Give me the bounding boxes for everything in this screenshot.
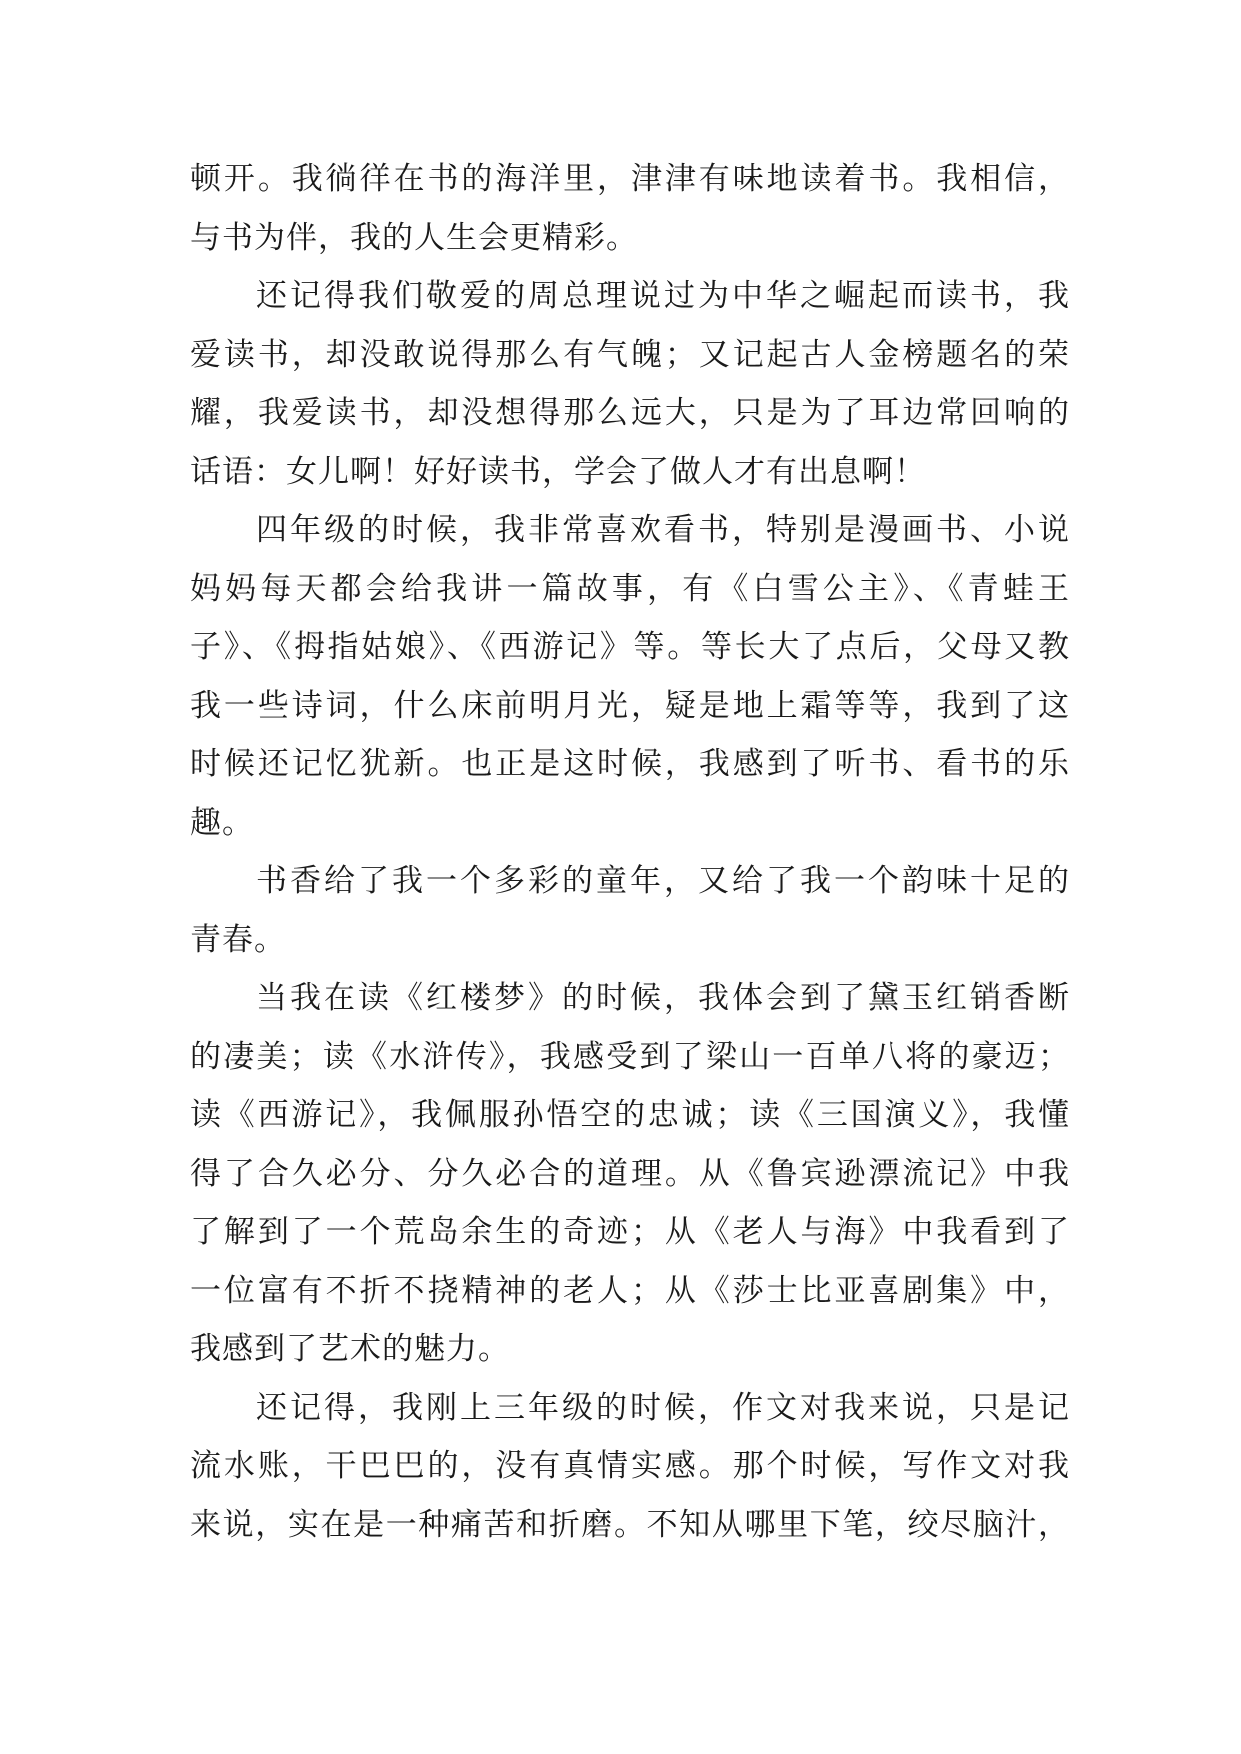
text-line: 耀，我爱读书，却没想得那么远大，只是为了耳边常回响的	[190, 395, 1070, 431]
text-line: 爱读书，却没敢说得那么有气魄；又记起古人金榜题名的荣	[190, 336, 1070, 373]
text-line: 时候还记忆犹新。也正是这时候，我感到了听书、看书的乐	[190, 746, 1070, 782]
text-line: 还记得我们敬爱的周总理说过为中华之崛起而读书，我	[256, 278, 1070, 314]
text-line: 还记得，我刚上三年级的时候，作文对我来说，只是记	[256, 1389, 1070, 1426]
text-line: 青春。	[190, 921, 286, 958]
text-line: 来说，实在是一种痛苦和折磨。不知从哪里下笔，绞尽脑汁，	[190, 1506, 1070, 1543]
text-line: 书香给了我一个多彩的童年，又给了我一个韵味十足的	[256, 863, 1070, 899]
text-line: 子》、《拇指姑娘》、《西游记》等。等长大了点后，父母又教	[190, 629, 1070, 665]
text-line: 一位富有不折不挠精神的老人；从《莎士比亚喜剧集》中，	[190, 1272, 1070, 1309]
text-line: 顿开。我徜徉在书的海洋里，津津有味地读着书。我相信，	[190, 161, 1070, 197]
text-line: 四年级的时候，我非常喜欢看书，特别是漫画书、小说	[256, 512, 1070, 548]
text-line: 话语：女儿啊！好好读书，学会了做人才有出息啊！	[190, 453, 926, 490]
text-line: 流水账，干巴巴的，没有真情实感。那个时候，写作文对我	[190, 1448, 1070, 1484]
text-line: 我一些诗词，什么床前明月光，疑是地上霜等等，我到了这	[190, 687, 1070, 724]
text-line: 与书为伴，我的人生会更精彩。	[190, 219, 638, 256]
text-line: 我感到了艺术的魅力。	[190, 1331, 510, 1367]
body-text	[190, 150, 1070, 1554]
text-line: 妈妈每天都会给我讲一篇故事，有《白雪公主》、《青蛙王	[190, 570, 1070, 607]
text-line: 的凄美；读《水浒传》，我感受到了梁山一百单八将的豪迈；	[190, 1038, 1070, 1075]
text-line: 当我在读《红楼梦》的时候，我体会到了黛玉红销香断	[256, 980, 1070, 1016]
text-line: 了解到了一个荒岛余生的奇迹；从《老人与海》中我看到了	[190, 1214, 1070, 1250]
text-line: 读《西游记》，我佩服孙悟空的忠诚；读《三国演义》，我懂	[190, 1097, 1070, 1133]
text-line: 得了合久必分、分久必合的道理。从《鲁宾逊漂流记》中我	[190, 1155, 1070, 1192]
text-line: 趣。	[190, 804, 254, 841]
